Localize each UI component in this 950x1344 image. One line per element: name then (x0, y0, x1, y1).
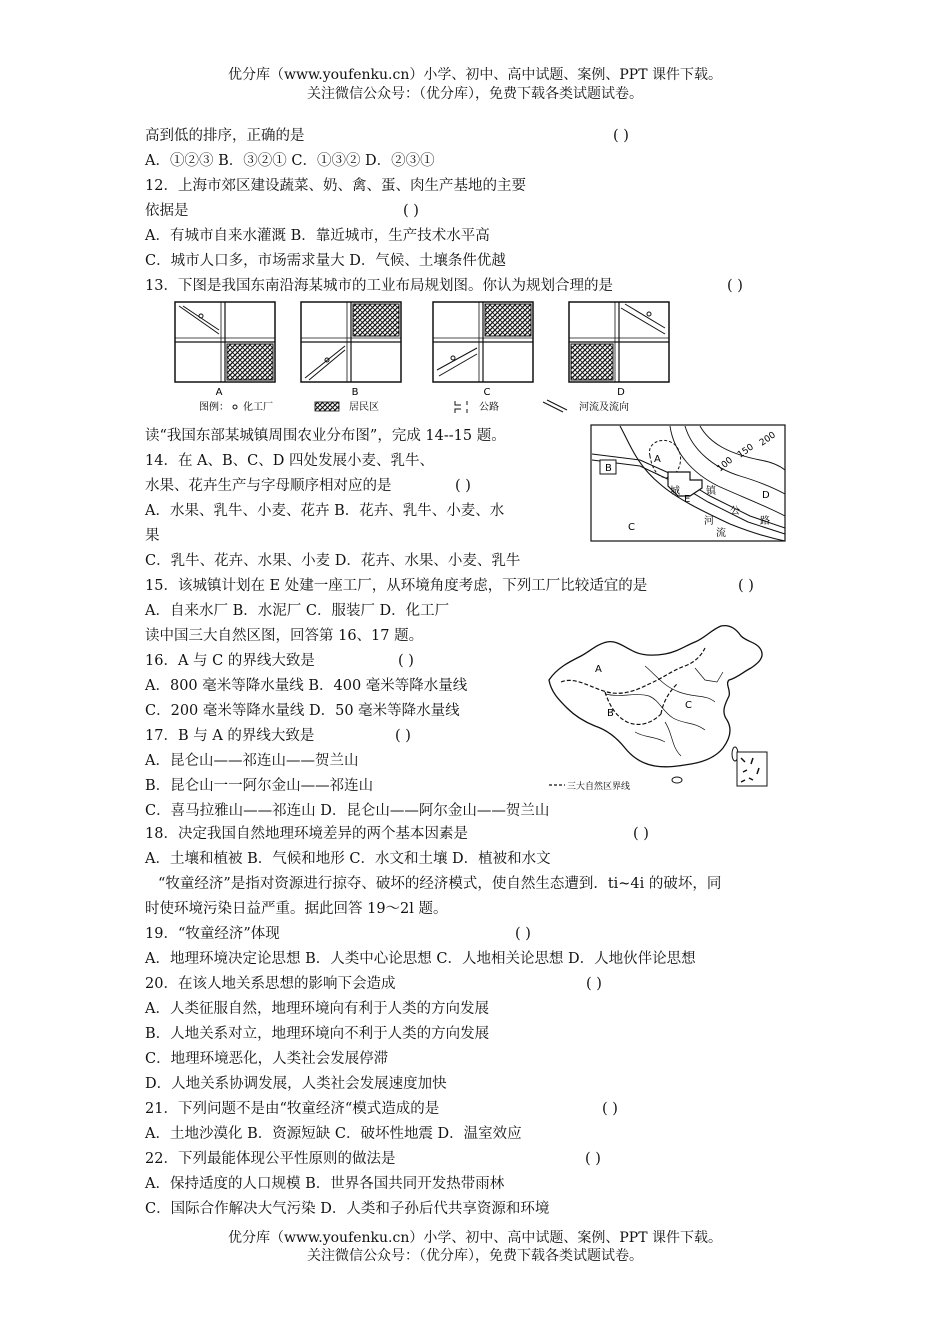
answer-bracket: ( ) (613, 128, 629, 144)
question-20: 20．在该人地关系思想的影响下会造成 (145, 976, 396, 992)
map-label-d: D (762, 490, 770, 501)
map-legend: 三大自然区界线 (567, 782, 631, 792)
region-label-b: B (607, 708, 614, 719)
map-label-a: A (654, 454, 661, 465)
factory-icon (233, 405, 237, 409)
option-line: A．①②③ B．③②① C．①③② D．②③① (145, 153, 435, 169)
option-line: C．国际合作解决大气污染 D．人类和子孙后代共享资源和环境 (145, 1201, 550, 1217)
question-16: 16．A 与 C 的界线大致是 (145, 653, 315, 669)
industry-layout-figure (165, 300, 685, 420)
panel-d (569, 302, 669, 398)
answer-bracket: ( ) (727, 278, 743, 294)
answer-bracket: ( ) (398, 653, 414, 669)
map-label-c: C (628, 522, 635, 533)
river-label-2: 流 (716, 528, 726, 539)
legend-factory: 化工厂 (243, 402, 273, 413)
answer-bracket: ( ) (633, 826, 649, 842)
residential-icon (315, 402, 339, 411)
contour-150-label: 150 (735, 442, 756, 461)
option-line: 果 (145, 528, 160, 544)
road-icon (455, 401, 467, 413)
road-label-1: 公 (730, 506, 740, 517)
question-15: 15．该城镇计划在 E 处建一座工厂，从环境角度考虑，下列工厂比较适宜的是 (145, 578, 648, 594)
option-line: C．地理环境恶化，人类社会发展停滞 (145, 1051, 389, 1067)
passage-line-2: 时使环境污染日益严重。据此回答 19～2l 题。 (145, 901, 448, 917)
china-regions-map (545, 622, 773, 794)
panel-a (175, 302, 275, 398)
option-line: A．保持适度的人口规模 B．世界各国共同开发热带雨林 (145, 1176, 505, 1192)
answer-bracket: ( ) (403, 203, 419, 219)
legend-title: 图例： (199, 402, 229, 413)
answer-bracket: ( ) (395, 728, 411, 744)
option-line: A．人类征服自然，地理环境向有利于人类的方向发展 (145, 1001, 489, 1017)
header-line-1: 优分库（www.youfenku.cn）小学、初中、高中试题、案例、PPT 课件下载。 (227, 67, 722, 83)
option-line: A．土地沙漠化 B．资源短缺 C．破坏性地震 D．温室效应 (145, 1126, 522, 1142)
option-line: A．有城市自来水灌溉 B．靠近城市，生产技术水平高 (145, 228, 490, 244)
question-17: 17．B 与 A 的界线大致是 (145, 728, 315, 744)
answer-bracket: ( ) (455, 478, 471, 494)
map-label-e: E (684, 494, 691, 505)
option-line: A．地理环境决定论思想 B．人类中心论思想 C．人地相关论思想 D．人地伙伴论思想 (145, 951, 696, 967)
question-line: 依据是 (145, 203, 189, 219)
answer-bracket: ( ) (585, 1151, 601, 1167)
contour-100-label: 100 (715, 455, 736, 475)
map-label-b: B (605, 463, 612, 474)
region-label-c: C (685, 700, 692, 711)
option-line: A．水果、乳牛、小麦、花卉 B．花卉、乳牛、小麦、水 (145, 503, 505, 519)
option-line: C．城市人口多，市场需求量大 D．气候、土壤条件优越 (145, 253, 506, 269)
option-line: B．人地关系对立，地理环境向不利于人类的方向发展 (145, 1026, 490, 1042)
answer-bracket: ( ) (515, 926, 531, 942)
question-14: 14．在 A、B、C、D 四处发展小麦、乳牛、 (145, 453, 435, 469)
panel-b (301, 302, 401, 398)
question-line: 高到低的排序，正确的是 (145, 128, 305, 144)
footer-line-1: 优分库（www.youfenku.cn）小学、初中、高中试题、案例、PPT 课件下载。 (227, 1230, 722, 1246)
option-line: A．自来水厂 B．水泥厂 C．服装厂 D．化工厂 (145, 603, 450, 619)
answer-bracket: ( ) (602, 1101, 618, 1117)
option-line: D．人地关系协调发展，人类社会发展速度加快 (145, 1076, 447, 1092)
fig13-legend (199, 400, 629, 413)
option-line: B．昆仑山一一阿尔金山——祁连山 (145, 778, 374, 794)
option-line: A．800 毫米等降水量线 B．400 毫米等降水量线 (145, 678, 468, 694)
question-line: 水果、花卉生产与字母顺序相对应的是 (145, 478, 392, 494)
option-line: C．乳牛、花卉、水果、小麦 D．花卉、水果、小麦、乳牛 (145, 553, 521, 569)
footer-line-2: 关注微信公众号：（优分库），免费下载各类试题试卷。 (307, 1248, 643, 1264)
legend-river: 河流及流向 (579, 402, 629, 413)
river-icon (543, 400, 567, 412)
legend-road: 公路 (479, 402, 499, 413)
question-22: 22．下列最能体现公平性原则的做法是 (145, 1151, 396, 1167)
question-18: 18．决定我国自然地理环境差异的两个基本因素是 (145, 826, 468, 842)
question-12: 12．上海市郊区建设蔬菜、奶、禽、蛋、肉生产基地的主要 (145, 178, 526, 194)
legend-residential: 居民区 (349, 402, 379, 413)
panel-label-a: A (215, 387, 223, 398)
river-label-1: 河 (704, 516, 714, 527)
reading-prompt-14-15: 读“我国东部某城镇周围农业分布图”，完成 14--15 题。 (145, 428, 506, 444)
contour-200-label: 200 (757, 430, 778, 449)
town-label-1: 城 (670, 486, 680, 497)
passage-line-1: “牧童经济”是指对资源进行掠夺、破坏的经济模式，使自然生态遭到．ti~4i 的破坏，同 (158, 876, 722, 892)
town-agriculture-map (590, 424, 786, 542)
answer-bracket: ( ) (586, 976, 602, 992)
region-label-a: A (595, 664, 602, 675)
question-21: 21．下列问题不是由“牧童经济“模式造成的是 (145, 1101, 440, 1117)
option-line: A．昆仑山——祁连山——贺兰山 (145, 753, 359, 769)
town-label-2: 镇 (706, 486, 716, 497)
panel-label-c: C (483, 387, 491, 398)
option-line: C．200 毫米等降水量线 D．50 毫米等降水量线 (145, 703, 460, 719)
question-19: 19．“牧童经济”体现 (145, 926, 280, 942)
road-label-2: 路 (760, 516, 770, 527)
answer-bracket: ( ) (738, 578, 754, 594)
question-13: 13．下图是我国东南沿海某城市的工业布局规划图。你认为规划合理的是 (145, 278, 613, 294)
header-line-2: 关注微信公众号：（优分库），免费下载各类试题试卷。 (307, 86, 643, 102)
reading-prompt-16-17: 读中国三大自然区图，回答第 16、17 题。 (145, 628, 424, 644)
panel-label-b: B (351, 387, 359, 398)
option-line: A．土壤和植被 B．气候和地形 C．水文和土壤 D．植被和水文 (145, 851, 551, 867)
panel-c (433, 302, 533, 398)
option-line: C．喜马拉雅山——祁连山 D．昆仑山——阿尔金山——贺兰山 (145, 803, 550, 819)
panel-label-d: D (617, 387, 625, 398)
